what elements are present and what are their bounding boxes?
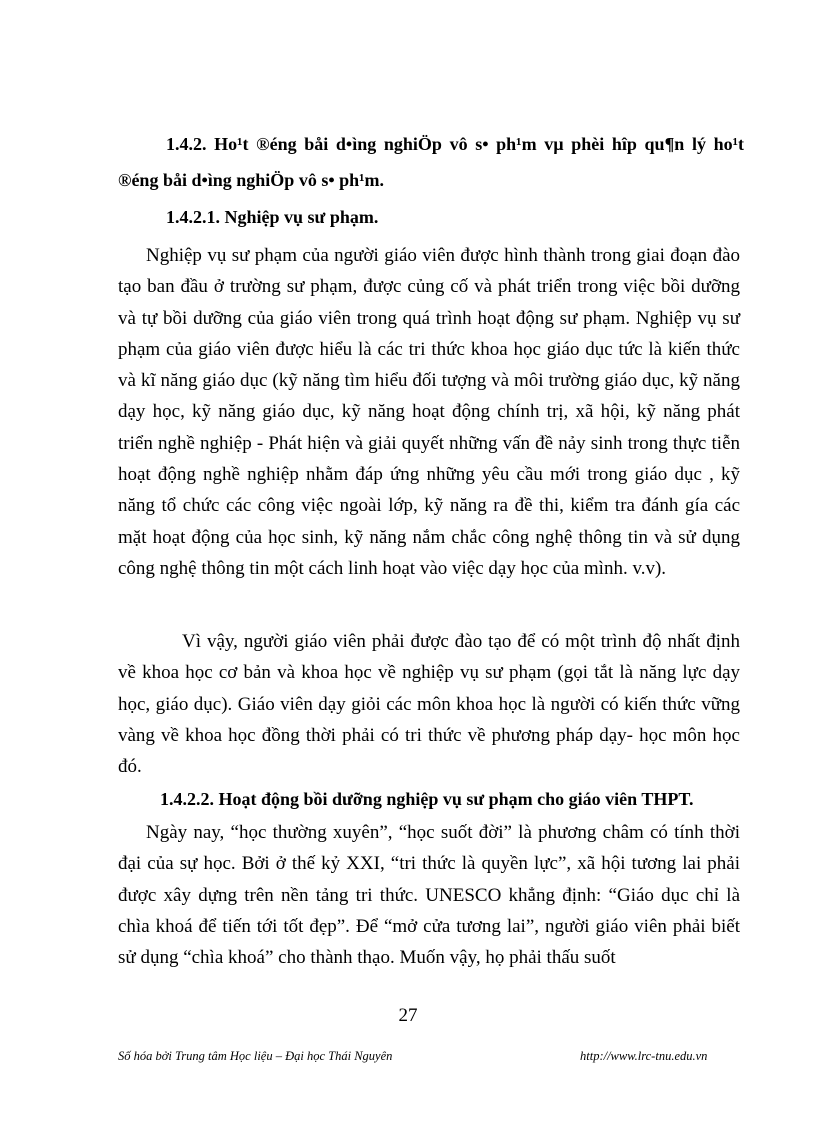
subsection-heading-1-4-2-1: 1.4.2.1. Nghiệp vụ sư phạm. (166, 207, 379, 227)
body-paragraph: Nghiệp vụ sư phạm của người giáo viên được hình thành trong giai đoạn đào tạo ban đầu ở trường sư phạm, được củng cố và phát triển trong việc bồi dưỡng và tự bồi dưỡng của giáo viên trong quá trình hoạt động sư phạm. Nghiệp vụ sư phạm của giáo viên được hiểu là các tri thức khoa học giáo dục tức là kiến thức và kĩ năng giáo dục (kỹ năng tìm hiểu đối tượng và môi trường giáo dục, kỹ năng dạy học, kỹ năng giáo dục, kỹ năng hoạt động chính trị, xã hội, kỹ năng phát triển nghề nghiệp - Phát hiện và giải quyết những vấn đề nảy sinh trong thực tiễn hoạt động nghề nghiệp nhằm đáp ứng những yêu cầu mới trong giáo dục , kỹ năng tổ chức các công việc ngoài lớp, kỹ năng ra đề thi, kiểm tra đánh gía các mặt hoạt động của học sinh, kỹ năng nắm chắc công nghệ thông tin và sử dụng công nghệ thông tin một cách linh hoạt vào việc dạy học của mình. v.v). (118, 245, 740, 579)
section-heading-1-4-2: 1.4.2. Ho¹t ®éng båi d•ìng nghiÖp vô s• ph¹m vµ phèi hîp qu¶n lý ho¹t ®éng båi d•ìng nghiÖp vô s• ph¹m. (118, 134, 744, 190)
subsection-heading-1-4-2-2: 1.4.2.2. Hoạt động bồi dưỡng nghiệp vụ sư phạm cho giáo viên THPT. (160, 789, 694, 809)
footer-source: Số hóa bởi Trung tâm Học liệu – Đại học Thái Nguyên (118, 1049, 393, 1063)
body-paragraph: Ngày nay, “học thường xuyên”, “học suốt đời” là phương châm có tính thời đại của sự học. Bởi ở thế kỷ XXI, “tri thức là quyền lực”, xã hội tương lai phải được xây dựng trên nền tảng tri thức. UNESCO khẳng định: “Giáo dục chỉ là chìa khoá để tiến tới tốt đẹp”. Để “mở cửa tương lai”, người giáo viên phải biết sử dụng “chìa khoá” cho thành thạo. Muốn vậy, họ phải thấu suốt (118, 822, 740, 969)
body-paragraph-2-block (118, 626, 740, 782)
body-paragraph-3-block (118, 817, 740, 973)
body-paragraph-1-block (118, 240, 740, 584)
body-paragraph: Vì vậy, người giáo viên phải được đào tạo để có một trình độ nhất định về khoa học cơ bản và khoa học về nghiệp vụ sư phạm (gọi tắt là năng lực dạy học, giáo dục). Giáo viên dạy giỏi các môn khoa học là người có kiến thức vững vàng về khoa học đồng thời phải có tri thức về phương pháp dạy- học môn học đó. (118, 631, 740, 778)
footer-url: http://www.lrc-tnu.edu.vn (580, 1049, 708, 1063)
page-number: 27 (398, 1005, 418, 1026)
